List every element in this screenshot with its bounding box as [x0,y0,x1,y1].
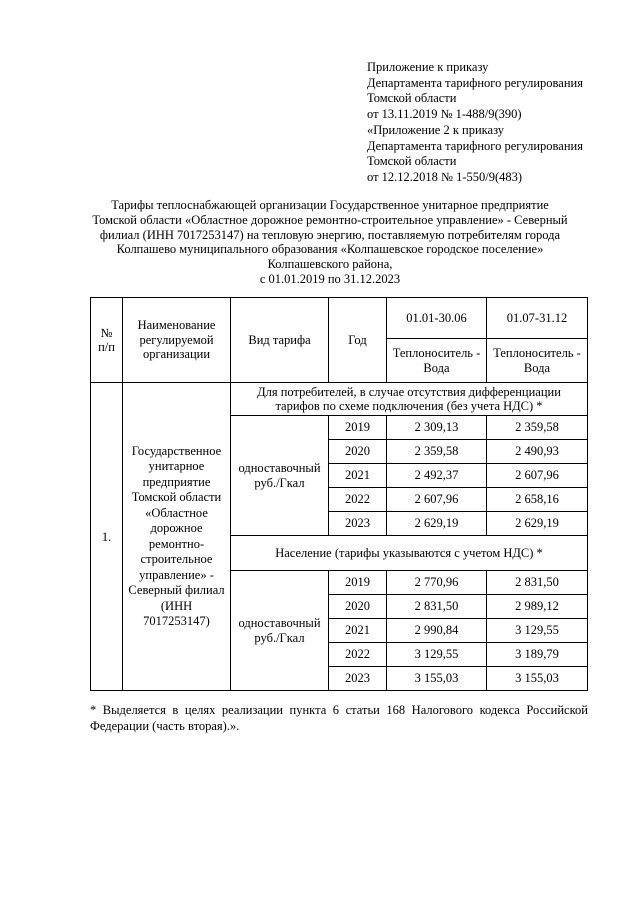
value-cell: 2 990,84 [387,619,487,643]
title-line: Томской области «Областное дорожное ремонтно-строительное управление» - Северный [92,212,568,227]
value-cell: 2 309,13 [387,416,487,440]
appendix-line: Департамента тарифного регулирования [367,138,583,153]
header-tariff-type: Вид тарифа [231,298,329,383]
header-num: № п/п [91,298,123,383]
value-cell: 2 770,96 [387,571,487,595]
section-1-note-row [91,383,588,416]
appendix-header [367,60,627,186]
year-cell: 2019 [329,571,387,595]
header-carrier-2: Теплоноситель - Вода [487,339,588,383]
value-cell: 2 658,16 [487,488,588,512]
header-org: Наименование регулируемой организации [123,298,231,383]
value-cell: 2 629,19 [487,512,588,536]
title-line: Колпашево муниципального образования «Колпашевское городское поселение» [116,242,544,257]
tariff-table [90,297,588,691]
section-2-tariff-type: одноставочный руб./Гкал [231,571,329,691]
value-cell: 2 359,58 [387,440,487,464]
year-cell: 2022 [329,488,387,512]
year-cell: 2019 [329,416,387,440]
title-line: Колпашевского района, [267,257,393,272]
section-2-note: Население (тарифы указываются с учетом НДС) * [231,536,588,571]
appendix-line: Департамента тарифного регулирования [367,75,583,90]
document-title [70,198,590,287]
header-row [91,298,588,339]
value-cell: 3 155,03 [387,667,487,691]
value-cell: 2 989,12 [487,595,588,619]
value-cell: 2 629,19 [387,512,487,536]
value-cell: 3 129,55 [487,619,588,643]
year-cell: 2022 [329,643,387,667]
value-cell: 3 189,79 [487,643,588,667]
organization-name: Государственное унитарное предприятие Томской области «Областное дорожное ремонтно-строительное управление» - Северный филиал (ИНН 7017253147) [123,383,231,691]
section-1-note: Для потребителей, в случае отсутствия дифференциации тарифов по схеме подключения (без учета НДС) * [231,383,588,416]
row-number: 1. [91,383,123,691]
appendix-line: от 13.11.2019 № 1-488/9(390) [367,107,522,122]
appendix-line: Приложение к приказу [367,60,489,74]
title-line: с 01.01.2019 по 31.12.2023 [259,271,401,286]
year-cell: 2021 [329,464,387,488]
appendix-line: «Приложение 2 к приказу [367,122,505,137]
value-cell: 3 155,03 [487,667,588,691]
value-cell: 2 607,96 [487,464,588,488]
year-cell: 2023 [329,512,387,536]
value-cell: 3 129,55 [387,643,487,667]
header-carrier-1: Теплоноситель - Вода [387,339,487,383]
value-cell: 2 359,58 [487,416,588,440]
appendix-line: Томской области [367,154,457,169]
year-cell: 2020 [329,440,387,464]
value-cell: 2 831,50 [487,571,588,595]
value-cell: 2 831,50 [387,595,487,619]
value-cell: 2 490,93 [487,440,588,464]
appendix-line: Томской области [367,91,457,106]
title-line: филиал (ИНН 7017253147) на тепловую энергию, поставляемую потребителям города [99,227,561,242]
value-cell: 2 492,37 [387,464,487,488]
header-year: Год [329,298,387,383]
header-period-2: 01.07-31.12 [487,298,588,339]
year-cell: 2023 [329,667,387,691]
header-period-1: 01.01-30.06 [387,298,487,339]
value-cell: 2 607,96 [387,488,487,512]
year-cell: 2021 [329,619,387,643]
section-1-tariff-type: одноставочный руб./Гкал [231,416,329,536]
appendix-line: от 12.12.2018 № 1-550/9(483) [367,169,523,184]
year-cell: 2020 [329,595,387,619]
footnote: * Выделяется в целях реализации пункта 6 статьи 168 Налогового кодекса Российской Федерации (часть вторая).». [90,703,588,733]
title-line: Тарифы теплоснабжающей организации Государственное унитарное предприятие [111,198,549,212]
